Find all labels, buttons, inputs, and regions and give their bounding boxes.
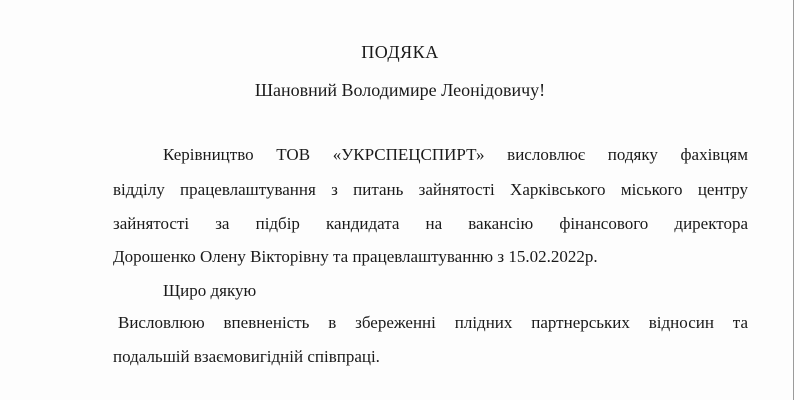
paragraph-1-line-1: Керівництво ТОВ «УКРСПЕЦСПИРТ» висловлює подяку фахівцям	[163, 145, 748, 164]
paragraph-3-line-2: подальшій взаємовигідній співпраці.	[113, 347, 380, 366]
paragraph-1-line-2: відділу працевлаштування з питань зайнятості Харківського міського центру	[113, 180, 748, 199]
paragraph-1-line-3: зайнятості за підбір кандидата на вакансію фінансового директора	[113, 214, 748, 233]
paragraph-2: Щиро дякую	[163, 281, 257, 300]
letter-salutation: Шановний Володимире Леонідовичу!	[254, 80, 546, 100]
paragraph-3-line-1: Висловлюю впевненість в збереженні плідних партнерських відносин та	[118, 313, 748, 332]
letter-title: ПОДЯКА	[361, 42, 439, 62]
paragraph-1-line-4: Дорошенко Олену Вікторівну та працевлаштуванню з 15.02.2022р.	[113, 247, 598, 266]
